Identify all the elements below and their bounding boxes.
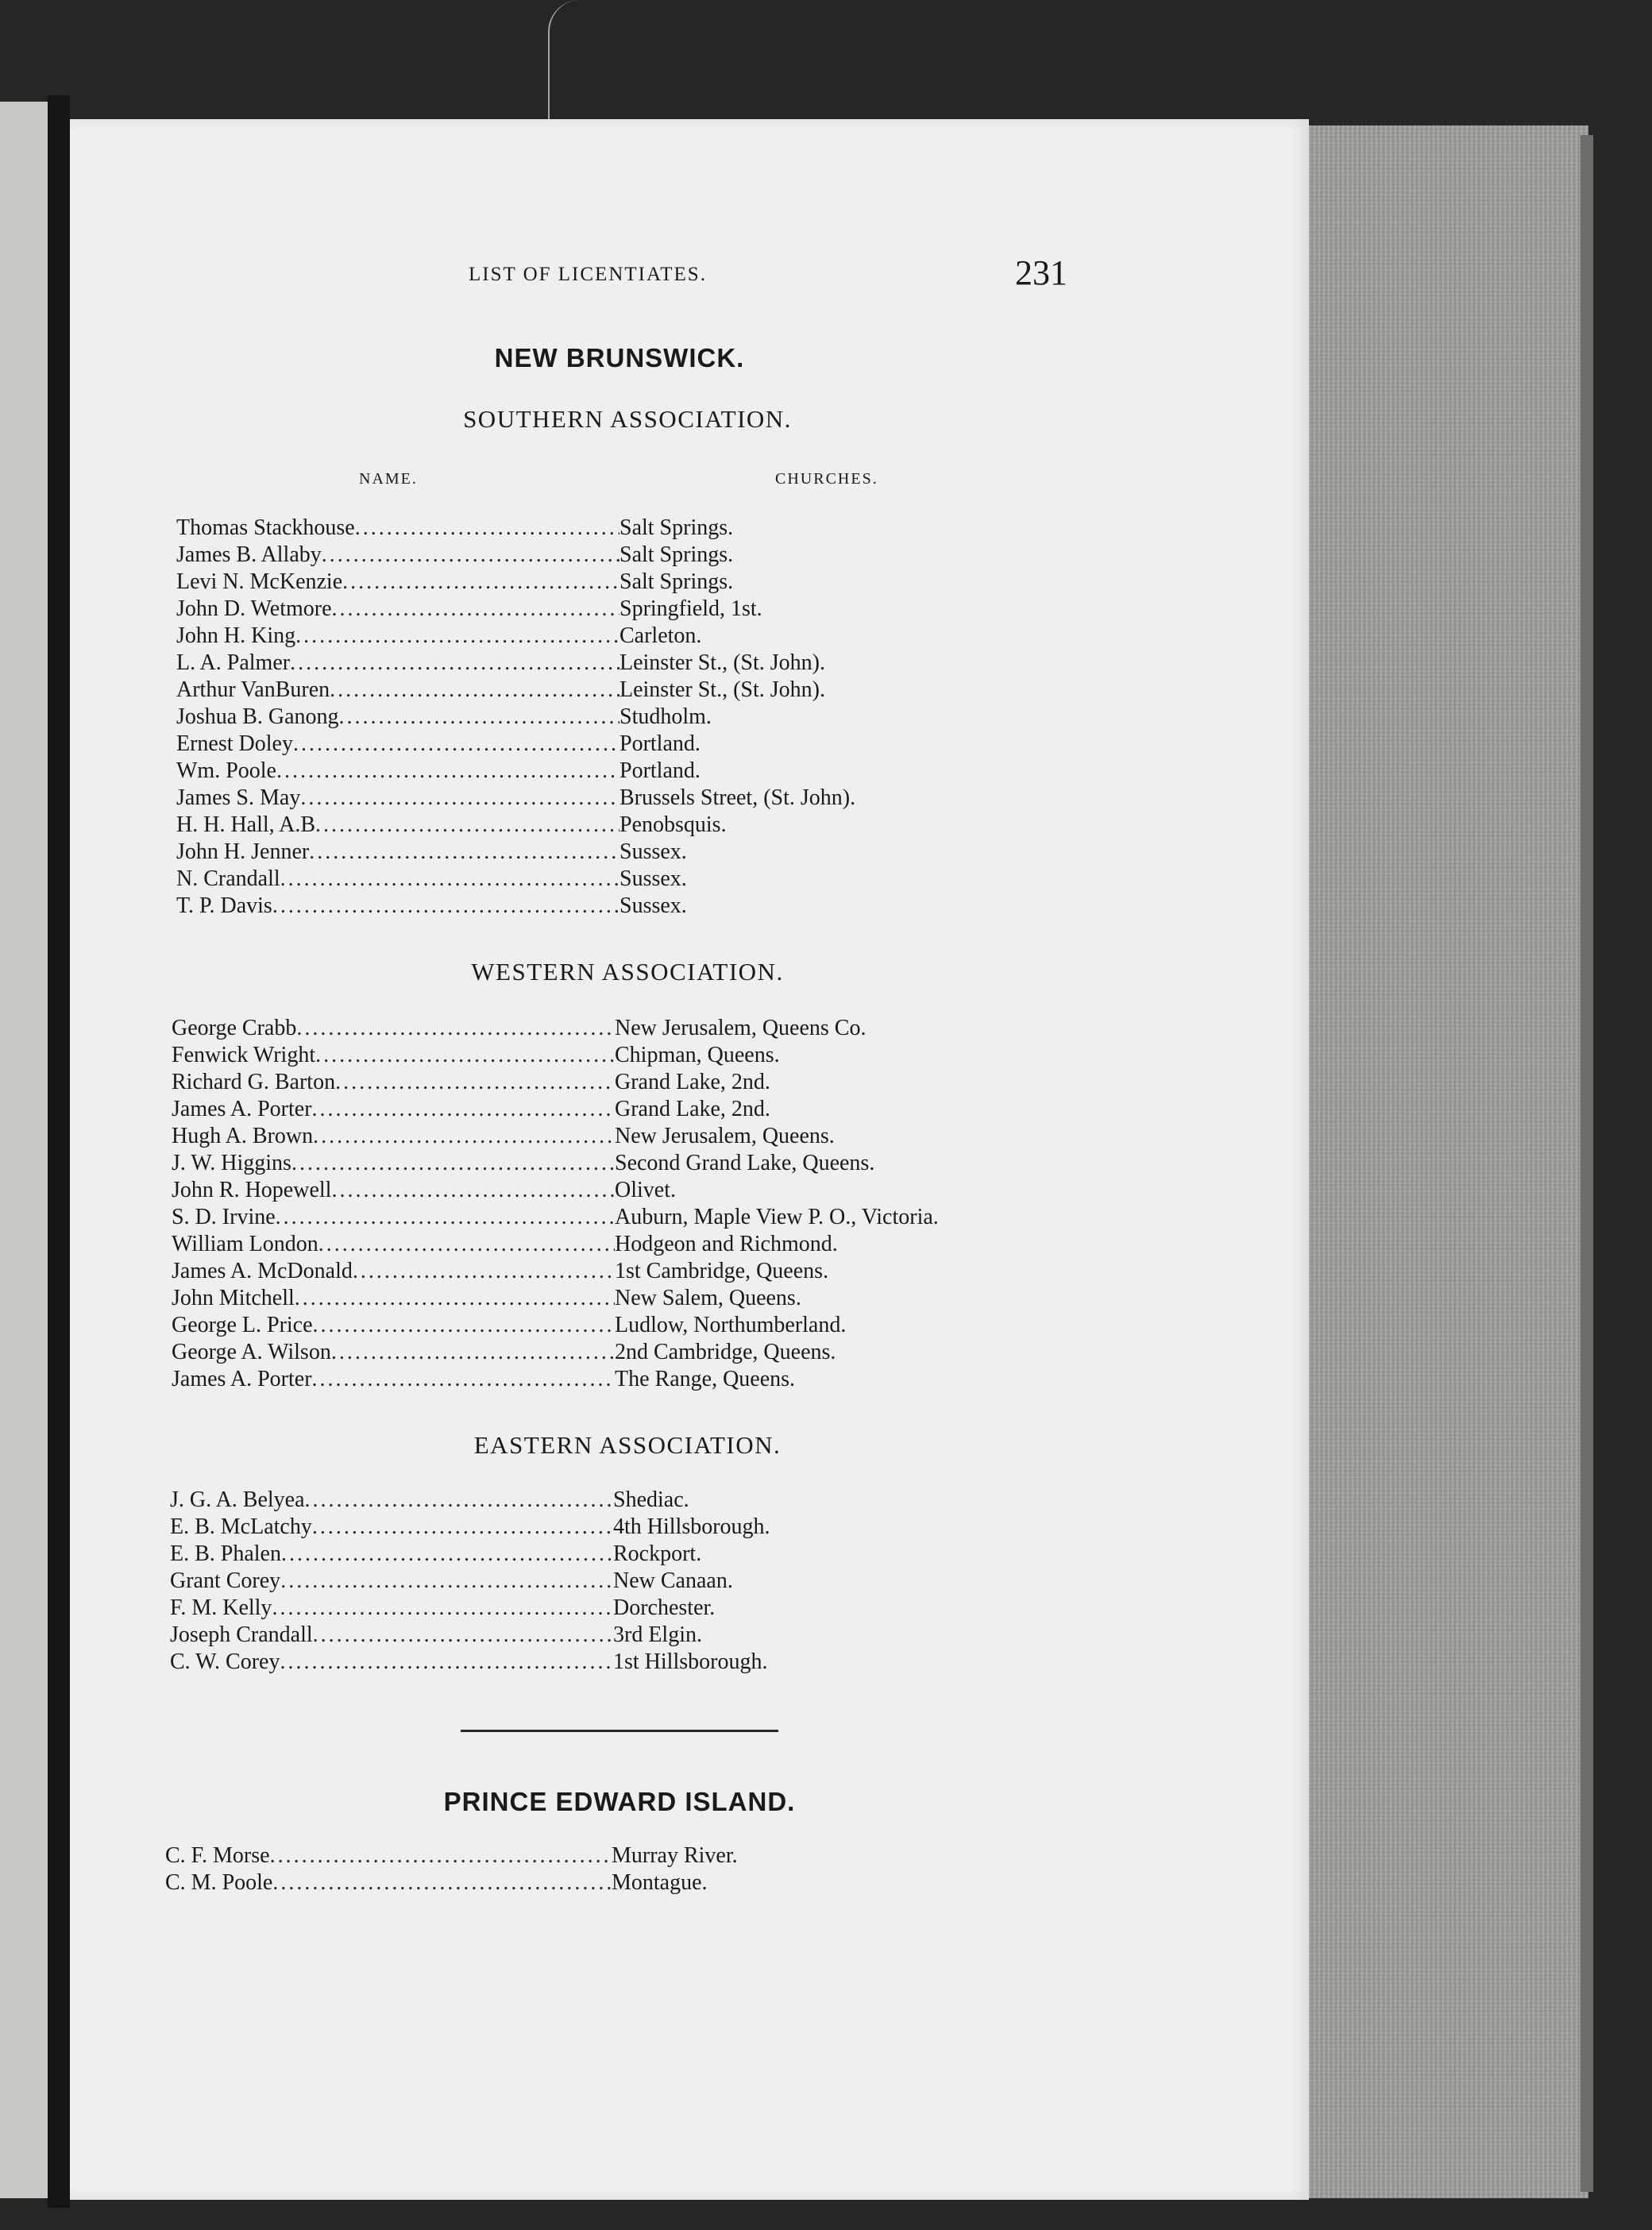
dot-leader [355, 515, 620, 542]
licentiate-church: Salt Springs. [620, 542, 734, 567]
licentiate-name: Thomas Stackhouse [176, 515, 355, 540]
licentiate-church: Chipman, Queens. [615, 1043, 780, 1067]
dot-leader [293, 731, 620, 758]
licentiate-name: George Crabb [172, 1016, 297, 1040]
licentiate-church: Penobsquis. [620, 812, 727, 837]
licentiate-name: Grant Corey [170, 1568, 281, 1593]
column-header-name: NAME. [359, 470, 418, 488]
licentiate-church: Leinster St., (St. John). [620, 677, 825, 702]
licentiate-name: John H. Jenner [176, 839, 310, 864]
licentiate-entry [176, 839, 1066, 866]
licentiate-entry [176, 515, 1066, 542]
licentiate-church: 1st Cambridge, Queens. [615, 1259, 829, 1283]
pei-entries [165, 1842, 1066, 1896]
licentiate-entry [165, 1842, 1066, 1869]
section-divider [461, 1730, 778, 1732]
licentiate-name: Hugh A. Brown [172, 1124, 314, 1148]
dot-leader [313, 1312, 615, 1339]
licentiate-church: Carleton. [620, 623, 702, 648]
dot-leader [353, 1258, 615, 1285]
licentiate-church: Grand Lake, 2nd. [615, 1097, 770, 1121]
section-title-new-brunswick: NEW BRUNSWICK. [494, 343, 745, 372]
licentiate-entry [176, 812, 1066, 839]
left-page-edge [0, 102, 48, 2198]
licentiate-entry [172, 1231, 1066, 1258]
dot-leader [300, 785, 620, 812]
licentiate-name: Ernest Doley [176, 731, 293, 756]
southern-entries [176, 515, 1066, 920]
licentiate-name: J. W. Higgins [172, 1151, 291, 1175]
licentiate-church: 3rd Elgin. [613, 1622, 702, 1647]
licentiate-name: Fenwick Wright [172, 1043, 316, 1067]
licentiate-name: F. M. Kelly [170, 1595, 272, 1620]
licentiate-entry [176, 704, 1066, 731]
page-number: 231 [1015, 253, 1067, 292]
licentiate-entry [170, 1514, 1066, 1541]
dot-leader [280, 866, 620, 893]
heading-eastern-association: EASTERN ASSOCIATION. [473, 1431, 782, 1459]
dot-leader [315, 812, 620, 839]
licentiate-church: Shediac. [613, 1487, 689, 1512]
licentiate-name: John R. Hopewell [172, 1178, 332, 1202]
licentiate-entry [172, 1177, 1066, 1204]
dot-leader [331, 1339, 615, 1366]
licentiate-church: New Salem, Queens. [615, 1286, 801, 1310]
licentiate-name: Wm. Poole [176, 758, 276, 783]
dot-leader [335, 1069, 615, 1096]
licentiate-name: C. W. Corey [170, 1649, 280, 1674]
licentiate-entry [172, 1150, 1066, 1177]
licentiate-name: T. P. Davis [176, 893, 272, 918]
licentiate-entry [172, 1339, 1066, 1366]
dot-leader [315, 1042, 615, 1069]
licentiate-name: John H. King [176, 623, 296, 648]
licentiate-church: New Canaan. [613, 1568, 733, 1593]
licentiate-name: James B. Allaby [176, 542, 322, 567]
licentiate-church: Portland. [620, 758, 701, 783]
licentiate-entry [172, 1069, 1066, 1096]
dot-leader [342, 569, 620, 596]
licentiate-entry [176, 893, 1066, 920]
licentiate-church: Second Grand Lake, Queens. [615, 1151, 875, 1175]
dot-leader [313, 1123, 615, 1150]
licentiate-name: N. Crandall [176, 866, 280, 891]
licentiate-entry [170, 1568, 1066, 1595]
licentiate-name: Levi N. McKenzie [176, 569, 343, 594]
dot-leader [330, 677, 620, 704]
licentiate-church: Leinster St., (St. John). [620, 650, 825, 675]
licentiate-church: Sussex. [620, 893, 687, 918]
licentiate-entry [176, 650, 1066, 677]
licentiate-church: Ludlow, Northumberland. [615, 1313, 847, 1337]
licentiate-entry [176, 596, 1066, 623]
licentiate-entry [172, 1285, 1066, 1312]
heading-western-association: WESTERN ASSOCIATION. [471, 958, 784, 986]
licentiate-church: Sussex. [620, 866, 687, 891]
licentiate-name: James A. Porter [172, 1367, 312, 1391]
licentiate-church: Sussex. [620, 839, 687, 864]
licentiate-entry [172, 1015, 1066, 1042]
licentiate-entry [172, 1123, 1066, 1150]
dot-leader [305, 1487, 613, 1514]
licentiate-name: James S. May [176, 785, 301, 810]
dot-leader [332, 596, 620, 623]
running-head: LIST OF LICENTIATES. [469, 264, 707, 285]
licentiate-name: George A. Wilson [172, 1340, 331, 1364]
licentiate-church: Springfield, 1st. [620, 596, 762, 621]
dot-leader [280, 1649, 613, 1676]
licentiate-name: James A. Porter [172, 1097, 312, 1121]
licentiate-name: James A. McDonald [172, 1259, 353, 1283]
dot-leader [272, 1595, 613, 1622]
licentiate-name: George L. Price [172, 1313, 313, 1337]
licentiate-church: Olivet. [615, 1178, 676, 1202]
dot-leader [272, 1869, 612, 1896]
licentiate-entry [176, 866, 1066, 893]
dot-leader [312, 1514, 613, 1541]
licentiate-name: John Mitchell [172, 1286, 295, 1310]
dot-leader [312, 1366, 615, 1393]
licentiate-church: Studholm. [620, 704, 712, 729]
dot-leader [318, 1231, 615, 1258]
licentiate-entry [172, 1042, 1066, 1069]
licentiate-church: New Jerusalem, Queens. [615, 1124, 835, 1148]
licentiate-church: Auburn, Maple View P. O., Victoria. [615, 1205, 939, 1229]
licentiate-church: The Range, Queens. [615, 1367, 796, 1391]
licentiate-entry [176, 731, 1066, 758]
dot-leader [312, 1096, 615, 1123]
licentiate-name: S. D. Irvine [172, 1205, 276, 1229]
licentiate-name: H. H. Hall, A.B [176, 812, 315, 837]
licentiate-entry [176, 677, 1066, 704]
licentiate-entry [176, 758, 1066, 785]
licentiate-entry [172, 1204, 1066, 1231]
licentiate-entry [176, 542, 1066, 569]
licentiate-name: C. M. Poole [165, 1870, 273, 1895]
western-entries [172, 1015, 1066, 1393]
licentiate-church: Montague. [612, 1870, 708, 1895]
licentiate-name: John D. Wetmore [176, 596, 332, 621]
licentiate-entry [172, 1312, 1066, 1339]
licentiate-name: Richard G. Barton [172, 1070, 336, 1094]
licentiate-entry [170, 1622, 1066, 1649]
licentiate-entry [170, 1541, 1066, 1568]
dot-leader [272, 893, 620, 920]
licentiate-name: Arthur VanBuren [176, 677, 330, 702]
licentiate-entry [165, 1869, 1066, 1896]
licentiate-church: Hodgeon and Richmond. [615, 1232, 838, 1256]
licentiate-church: Brussels Street, (St. John). [620, 785, 856, 810]
dot-leader [295, 1285, 615, 1312]
dot-leader [309, 839, 620, 866]
licentiate-entry [170, 1649, 1066, 1676]
licentiate-entry [176, 785, 1066, 812]
licentiate-entry [172, 1258, 1066, 1285]
dot-leader [276, 1204, 615, 1231]
dot-leader [339, 704, 620, 731]
section-title-prince-edward-island: PRINCE EDWARD ISLAND. [443, 1787, 796, 1816]
dot-leader [270, 1842, 612, 1869]
licentiate-name: J. G. A. Belyea [170, 1487, 305, 1512]
heading-southern-association: SOUTHERN ASSOCIATION. [463, 405, 792, 433]
licentiate-entry [172, 1096, 1066, 1123]
eastern-entries [170, 1487, 1066, 1676]
licentiate-entry [172, 1366, 1066, 1393]
licentiate-church: New Jerusalem, Queens Co. [615, 1016, 867, 1040]
dot-leader [281, 1541, 613, 1568]
dot-leader [295, 623, 620, 650]
column-header-churches: CHURCHES. [775, 470, 878, 488]
licentiate-name: E. B. McLatchy [170, 1514, 312, 1539]
licentiate-name: C. F. Morse [165, 1843, 270, 1868]
licentiate-church: Dorchester. [613, 1595, 716, 1620]
dot-leader [276, 758, 620, 785]
licentiate-church: Murray River. [612, 1843, 738, 1868]
dot-leader [296, 1015, 615, 1042]
dot-leader [291, 1150, 615, 1177]
licentiate-church: Salt Springs. [620, 569, 734, 594]
page-block-shadow [1581, 135, 1593, 2192]
book-gutter [48, 95, 70, 2208]
licentiate-name: Joshua B. Ganong [176, 704, 339, 729]
licentiate-church: Rockport. [613, 1541, 702, 1566]
dot-leader [313, 1622, 613, 1649]
dot-leader [322, 542, 620, 569]
licentiate-entry [170, 1487, 1066, 1514]
licentiate-name: William London [172, 1232, 318, 1256]
dot-leader [331, 1177, 615, 1204]
dot-leader [280, 1568, 613, 1595]
licentiate-entry [176, 569, 1066, 596]
licentiate-church: 2nd Cambridge, Queens. [615, 1340, 836, 1364]
page-block-edges [1309, 125, 1588, 2198]
licentiate-name: Joseph Crandall [170, 1622, 313, 1647]
licentiate-church: Salt Springs. [620, 515, 734, 540]
licentiate-name: E. B. Phalen [170, 1541, 281, 1566]
licentiate-church: Grand Lake, 2nd. [615, 1070, 770, 1094]
licentiate-church: Portland. [620, 731, 701, 756]
licentiate-entry [176, 623, 1066, 650]
licentiate-entry [170, 1595, 1066, 1622]
licentiate-name: L. A. Palmer [176, 650, 291, 675]
dot-leader [290, 650, 620, 677]
licentiate-church: 4th Hillsborough. [613, 1514, 770, 1539]
licentiate-church: 1st Hillsborough. [613, 1649, 768, 1674]
